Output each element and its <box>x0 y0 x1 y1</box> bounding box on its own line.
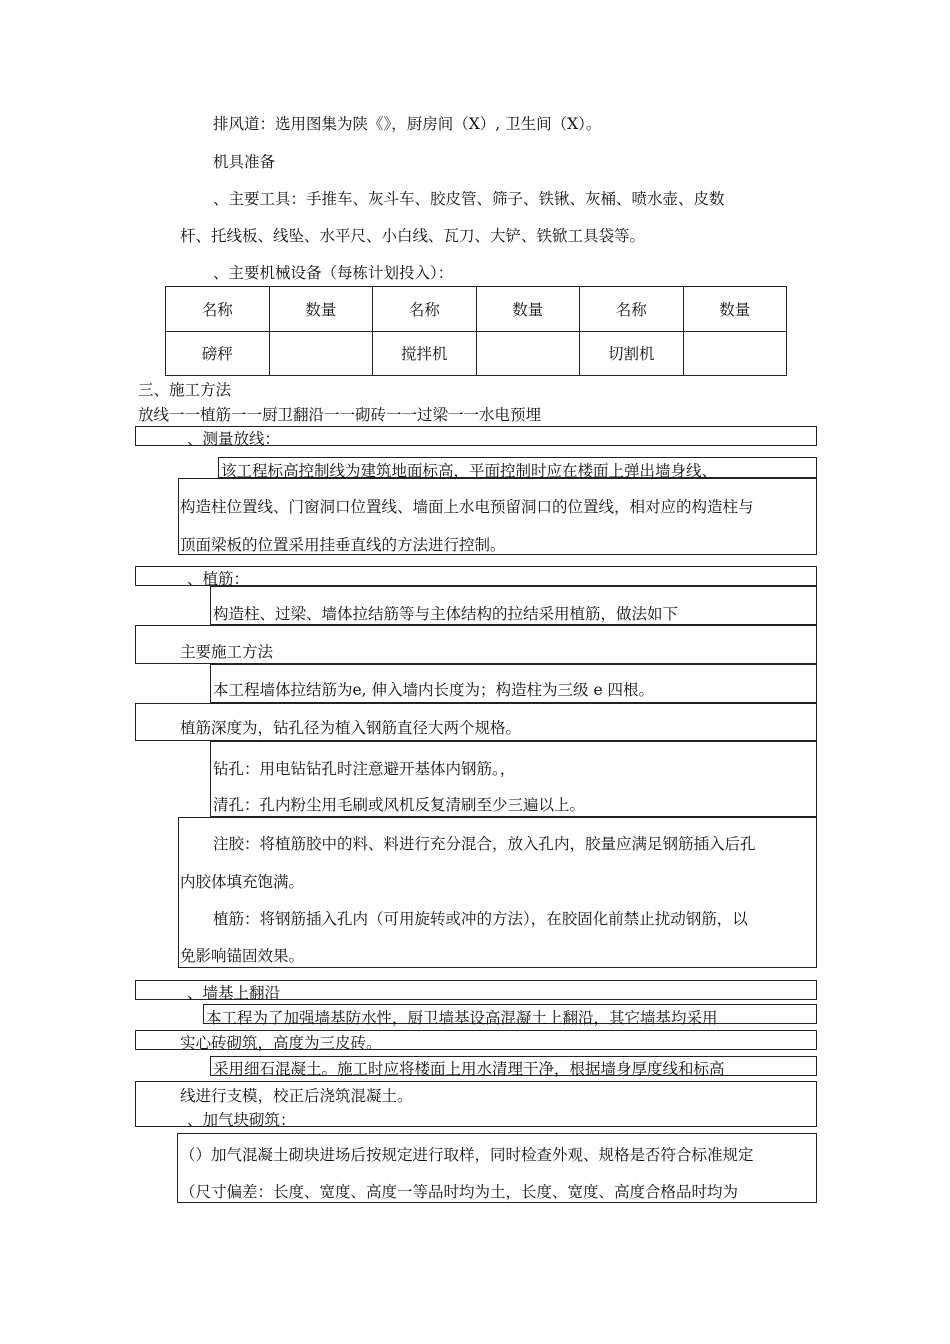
subsection-heading: 、测量放线： <box>187 430 281 448</box>
text-line: 、主要机械设备（每栋计划投入）： <box>213 264 454 282</box>
section-heading: 三、施工方法 <box>138 381 232 399</box>
text-line: 顶面梁板的位置采用挂垂直线的方法进行控制。 <box>180 536 506 554</box>
text-line: 杆、托线板、线坠、水平尺、小白线、瓦刀、大铲、铁锨工具袋等。 <box>180 227 646 245</box>
table-cell: 切割机 <box>580 331 684 376</box>
text-line: 免影响锚固效果。 <box>180 947 305 965</box>
subsection-heading: 、植筋： <box>187 570 250 588</box>
section-heading: 机具准备 <box>213 153 276 171</box>
table-header-cell: 名称 <box>166 287 270 332</box>
text-line: 排风道：选用图集为陕《》，厨房间（X）, 卫生间（X）。 <box>213 115 602 133</box>
text-line: 清孔：孔内粉尘用毛刷或风机反复清刷至少三遍以上。 <box>213 796 586 814</box>
table-row <box>166 331 787 376</box>
table-row <box>166 287 787 332</box>
table-header-cell: 名称 <box>373 287 477 332</box>
text-line: 植筋深度为，钻孔径为植入钢筋直径大两个规格。 <box>180 719 522 737</box>
text-line: 注胶：将植筋胶中的料、料进行充分混合，放入孔内，胶量应满足钢筋插入后孔 <box>213 835 756 853</box>
text-line: 、主要工具：手推车、灰斗车、胶皮管、筛子、铁锹、灰桶、喷水壶、皮数 <box>213 190 725 208</box>
equipment-table <box>165 286 787 376</box>
table-header-cell: 数量 <box>683 287 787 332</box>
table-cell: 磅秤 <box>166 331 270 376</box>
table-cell <box>476 331 580 376</box>
text-line: 实心砖砌筑，高度为三皮砖。 <box>180 1034 382 1052</box>
text-line: 本工程为了加强墙基防水性，厨卫墙基设高混凝土上翻沿，其它墙基均采用 <box>206 1009 718 1027</box>
text-line: 该工程标高控制线为建筑地面标高，平面控制时应在楼面上弹出墙身线、 <box>221 462 718 480</box>
text-line: 采用细石混凝土。施工时应将楼面上用水清理干净，根据墙身厚度线和标高 <box>213 1060 725 1078</box>
process-flow: 放线一一植筋一一厨卫翻沿一一砌砖一一过梁一一水电预埋 <box>138 406 542 424</box>
text-line: 构造柱、过梁、墙体拉结筋等与主体结构的拉结采用植筋，做法如下 <box>213 605 679 623</box>
table-cell: 搅拌机 <box>373 331 477 376</box>
text-line: （）加气混凝土砌块进场后按规定进行取样，同时检查外观、规格是否符合标准规定 <box>180 1146 754 1164</box>
subsection-heading: 、加气块砌筑： <box>187 1111 296 1129</box>
text-line: 钻孔：用电钻钻孔时注意避开基体内钢筋。， <box>213 760 516 778</box>
table-cell <box>269 331 373 376</box>
text-line: 线进行支模，校正后浇筑混凝土。 <box>180 1087 413 1105</box>
table-header-cell: 名称 <box>580 287 684 332</box>
table-header-cell: 数量 <box>269 287 373 332</box>
table-cell <box>683 331 787 376</box>
text-line: 内胶体填充饱满。 <box>180 873 305 891</box>
text-line: 本工程墙体拉结筋为e, 伸入墙内长度为；构造柱为三级 e 四根。 <box>213 681 655 699</box>
text-line: （尺寸偏差：长度、宽度、高度一等品时均为土，长度、宽度、高度合格品时均为 <box>180 1183 739 1201</box>
text-line: 植筋：将钢筋插入孔内（可用旋转或冲的方法），在胶固化前禁止扰动钢筋，以 <box>213 910 748 928</box>
subsection-heading: 、墙基上翻沿 <box>187 984 281 1002</box>
text-line: 构造柱位置线、门窗洞口位置线、墙面上水电预留洞口的位置线，相对应的构造柱与 <box>180 498 754 516</box>
subsection-heading: 主要施工方法 <box>180 643 274 661</box>
table-header-cell: 数量 <box>476 287 580 332</box>
